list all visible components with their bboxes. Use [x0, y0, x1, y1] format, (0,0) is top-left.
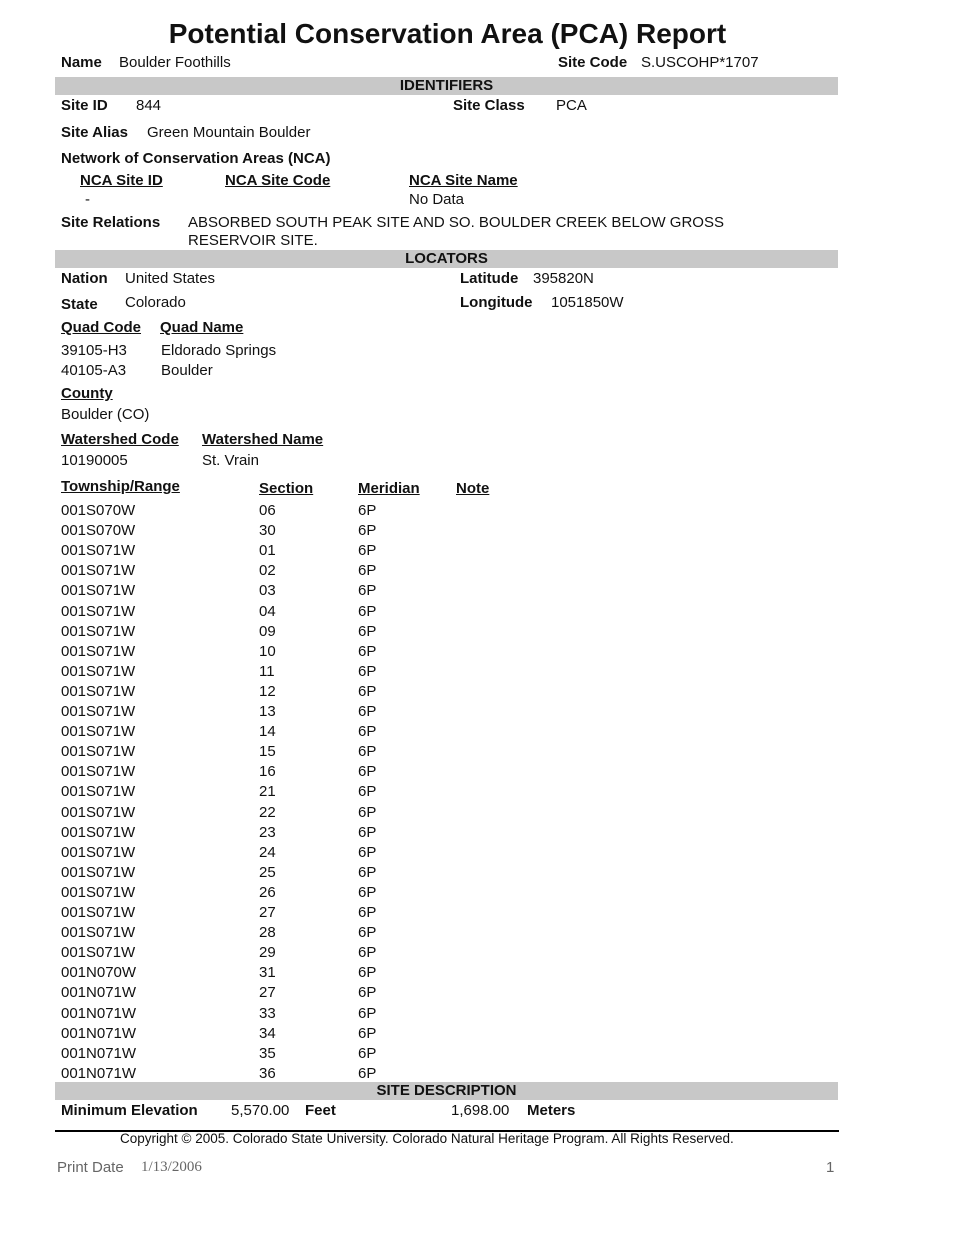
meridian-cell: 6P: [358, 602, 377, 620]
table-row: [0, 964, 600, 984]
page-number: 1: [826, 1159, 835, 1176]
section-cell: 15: [259, 743, 276, 761]
meridian-cell: 6P: [358, 542, 377, 560]
site-class-value: PCA: [556, 97, 587, 114]
section-cell: 04: [259, 602, 276, 620]
quad-code-header: Quad Code: [61, 319, 142, 336]
quad-name-header: Quad Name: [160, 319, 244, 336]
copyright-notice: Copyright © 2005. Colorado State University. Colorado Natural Heritage Program. All Rights Reserved.: [120, 1131, 734, 1146]
nca-site-name-value: No Data: [409, 191, 465, 208]
longitude-label: Longitude: [460, 294, 533, 311]
section-cell: 27: [259, 984, 276, 1002]
township-range-cell: 001S071W: [61, 944, 136, 962]
site-code-value: S.USCOHP*1707: [641, 54, 759, 71]
county-header: County: [61, 385, 113, 402]
min-elevation-label: Minimum Elevation: [61, 1102, 198, 1119]
table-row: [0, 562, 600, 582]
township-range-cell: 001S071W: [61, 743, 136, 761]
table-row: [0, 723, 600, 743]
township-range-cell: 001S071W: [61, 843, 136, 861]
township-range-cell: 001N071W: [61, 1064, 137, 1082]
meridian-cell: 6P: [358, 1004, 377, 1022]
section-cell: 25: [259, 863, 276, 881]
township-range-cell: 001S071W: [61, 803, 136, 821]
township-range-cell: 001S071W: [61, 763, 136, 781]
meridian-cell: 6P: [358, 924, 377, 942]
meridian-cell: 6P: [358, 522, 377, 540]
watershed-code-header: Watershed Code: [61, 431, 179, 448]
site-id-value: 844: [136, 97, 162, 114]
meridian-cell: 6P: [358, 964, 377, 982]
section-cell: 21: [259, 783, 276, 801]
longitude-value: 1051850W: [551, 294, 624, 311]
township-range-cell: 001N071W: [61, 984, 137, 1002]
township-range-cell: 001N071W: [61, 1004, 137, 1022]
latitude-value: 395820N: [533, 270, 594, 287]
section-cell: 34: [259, 1024, 276, 1042]
meridian-cell: 6P: [358, 642, 377, 660]
meridian-cell: 6P: [358, 1044, 377, 1062]
note-header: Note: [456, 480, 490, 497]
quad-code-1: 39105-H3: [61, 342, 127, 359]
meridian-cell: 6P: [358, 562, 377, 580]
township-range-cell: 001S071W: [61, 863, 136, 881]
meridian-cell: 6P: [358, 1064, 377, 1082]
name-value: Boulder Foothills: [119, 54, 231, 71]
table-row: [0, 1025, 600, 1045]
township-range-cell: 001S071W: [61, 562, 136, 580]
watershed-name-value: St. Vrain: [202, 452, 259, 469]
township-range-cell: 001S071W: [61, 602, 136, 620]
table-row: [0, 864, 600, 884]
section-cell: 03: [259, 582, 276, 600]
table-row: [0, 904, 600, 924]
identifiers-section-bar: [55, 77, 838, 95]
meridian-cell: 6P: [358, 763, 377, 781]
watershed-code-value: 10190005: [61, 452, 128, 469]
township-range-cell: 001S071W: [61, 622, 136, 640]
township-range-cell: 001S070W: [61, 502, 136, 519]
meridian-cell: 6P: [358, 703, 377, 720]
site-description-section-title: SITE DESCRIPTION: [376, 1082, 517, 1099]
township-range-cell: 001S070W: [61, 522, 136, 540]
table-row: [0, 1045, 600, 1065]
section-cell: 14: [259, 723, 276, 741]
meters-unit-label: Meters: [527, 1102, 576, 1119]
site-id-label: Site ID: [61, 97, 108, 114]
section-cell: 23: [259, 823, 276, 841]
meridian-cell: 6P: [358, 863, 377, 881]
meridian-cell: 6P: [358, 783, 377, 801]
section-cell: 06: [259, 502, 276, 519]
table-row: [0, 804, 600, 824]
min-elevation-feet-value: 5,570.00: [231, 1102, 290, 1119]
table-row: [0, 703, 600, 723]
table-row: [0, 944, 600, 964]
meridian-cell: 6P: [358, 662, 377, 680]
state-value: Colorado: [125, 294, 186, 311]
table-row: [0, 844, 600, 864]
county-value: Boulder (CO): [61, 406, 150, 423]
section-cell: 24: [259, 843, 276, 861]
section-cell: 27: [259, 904, 276, 921]
meridian-cell: 6P: [358, 803, 377, 821]
section-cell: 30: [259, 522, 276, 540]
table-row: [0, 643, 600, 663]
township-range-cell: 001S071W: [61, 723, 136, 741]
nation-label: Nation: [61, 270, 108, 287]
identifiers-section-title: IDENTIFIERS: [399, 77, 494, 94]
nca-site-id-value: -: [85, 191, 90, 208]
township-range-cell: 001S071W: [61, 823, 136, 841]
site-relations-line-1: ABSORBED SOUTH PEAK SITE AND SO. BOULDER CREEK BELOW GROSS: [188, 214, 724, 231]
meridian-cell: 6P: [358, 904, 377, 921]
section-cell: 11: [259, 662, 275, 680]
section-cell: 31: [259, 964, 276, 982]
township-range-cell: 001S071W: [61, 582, 136, 600]
township-range-cell: 001S071W: [61, 703, 136, 720]
table-row: [0, 1005, 600, 1025]
site-alias-value: Green Mountain Boulder: [147, 124, 311, 141]
min-elevation-meters-value: 1,698.00: [451, 1102, 510, 1119]
table-row: [0, 623, 600, 643]
section-cell: 01: [259, 542, 276, 560]
meridian-cell: 6P: [358, 1024, 377, 1042]
table-row: [0, 763, 600, 783]
meridian-cell: 6P: [358, 944, 377, 962]
meridian-cell: 6P: [358, 984, 377, 1002]
section-cell: 33: [259, 1004, 276, 1022]
township-range-cell: 001S071W: [61, 883, 136, 901]
table-row: [0, 683, 600, 703]
locators-section-title: LOCATORS: [405, 250, 488, 267]
section-cell: 10: [259, 642, 276, 660]
site-description-section-bar: [55, 1082, 838, 1100]
township-range-cell: 001S071W: [61, 783, 136, 801]
table-row: [0, 522, 600, 542]
township-range-cell: 001N070W: [61, 964, 137, 982]
township-range-cell: 001N071W: [61, 1024, 137, 1042]
section-cell: 13: [259, 703, 276, 720]
nca-heading: Network of Conservation Areas (NCA): [61, 150, 331, 167]
page-title: Potential Conservation Area (PCA) Report: [168, 18, 727, 49]
nca-site-code-header: NCA Site Code: [225, 172, 331, 189]
section-cell: 26: [259, 883, 276, 901]
section-cell: 09: [259, 622, 276, 640]
table-row: [0, 502, 600, 522]
site-relations-line-2: RESERVOIR SITE.: [188, 232, 318, 249]
site-alias-label: Site Alias: [61, 124, 128, 141]
quad-name-2: Boulder: [161, 362, 213, 379]
locators-section-bar: [55, 250, 838, 268]
section-cell: 35: [259, 1044, 276, 1062]
state-label: State: [61, 296, 98, 313]
meridian-cell: 6P: [358, 743, 377, 761]
site-class-label: Site Class: [453, 97, 525, 114]
name-label: Name: [61, 54, 102, 71]
table-row: [0, 924, 600, 944]
table-row: [0, 783, 600, 803]
quad-code-2: 40105-A3: [61, 362, 127, 379]
table-row: [0, 663, 600, 683]
table-row: [0, 542, 600, 562]
table-row: [0, 984, 600, 1004]
section-cell: 12: [259, 682, 276, 700]
section-cell: 22: [259, 803, 276, 821]
township-range-header: Township/Range: [61, 478, 180, 495]
nca-site-id-header: NCA Site ID: [80, 172, 163, 189]
section-cell: 02: [259, 562, 276, 580]
meridian-cell: 6P: [358, 723, 377, 741]
section-cell: 28: [259, 924, 276, 942]
nation-value: United States: [125, 270, 216, 287]
meridian-cell: 6P: [358, 883, 377, 901]
table-row: [0, 884, 600, 904]
meridian-cell: 6P: [358, 502, 377, 519]
quad-name-1: Eldorado Springs: [161, 342, 277, 359]
township-range-cell: 001S071W: [61, 682, 136, 700]
watershed-name-header: Watershed Name: [202, 431, 324, 448]
table-row: [0, 603, 600, 623]
meridian-cell: 6P: [358, 843, 377, 861]
township-range-cell: 001S071W: [61, 924, 136, 942]
section-header: Section: [259, 480, 314, 497]
site-relations-label: Site Relations: [61, 214, 161, 231]
township-range-cell: 001N071W: [61, 1044, 137, 1062]
table-row: [0, 824, 600, 844]
print-date-label: Print Date: [57, 1159, 124, 1176]
feet-unit-label: Feet: [305, 1102, 336, 1119]
nca-site-name-header: NCA Site Name: [409, 172, 518, 189]
site-code-label: Site Code: [558, 54, 628, 71]
township-range-cell: 001S071W: [61, 662, 136, 680]
meridian-header: Meridian: [358, 480, 420, 497]
meridian-cell: 6P: [358, 823, 377, 841]
section-cell: 29: [259, 944, 276, 962]
section-cell: 36: [259, 1064, 276, 1082]
print-date-value: 1/13/2006: [141, 1159, 202, 1175]
latitude-label: Latitude: [460, 270, 519, 287]
township-range-cell: 001S071W: [61, 642, 136, 660]
section-cell: 16: [259, 763, 276, 781]
meridian-cell: 6P: [358, 682, 377, 700]
table-row: [0, 582, 600, 602]
table-row: [0, 743, 600, 763]
township-range-cell: 001S071W: [61, 542, 136, 560]
meridian-cell: 6P: [358, 622, 377, 640]
meridian-cell: 6P: [358, 582, 377, 600]
township-range-cell: 001S071W: [61, 904, 136, 921]
